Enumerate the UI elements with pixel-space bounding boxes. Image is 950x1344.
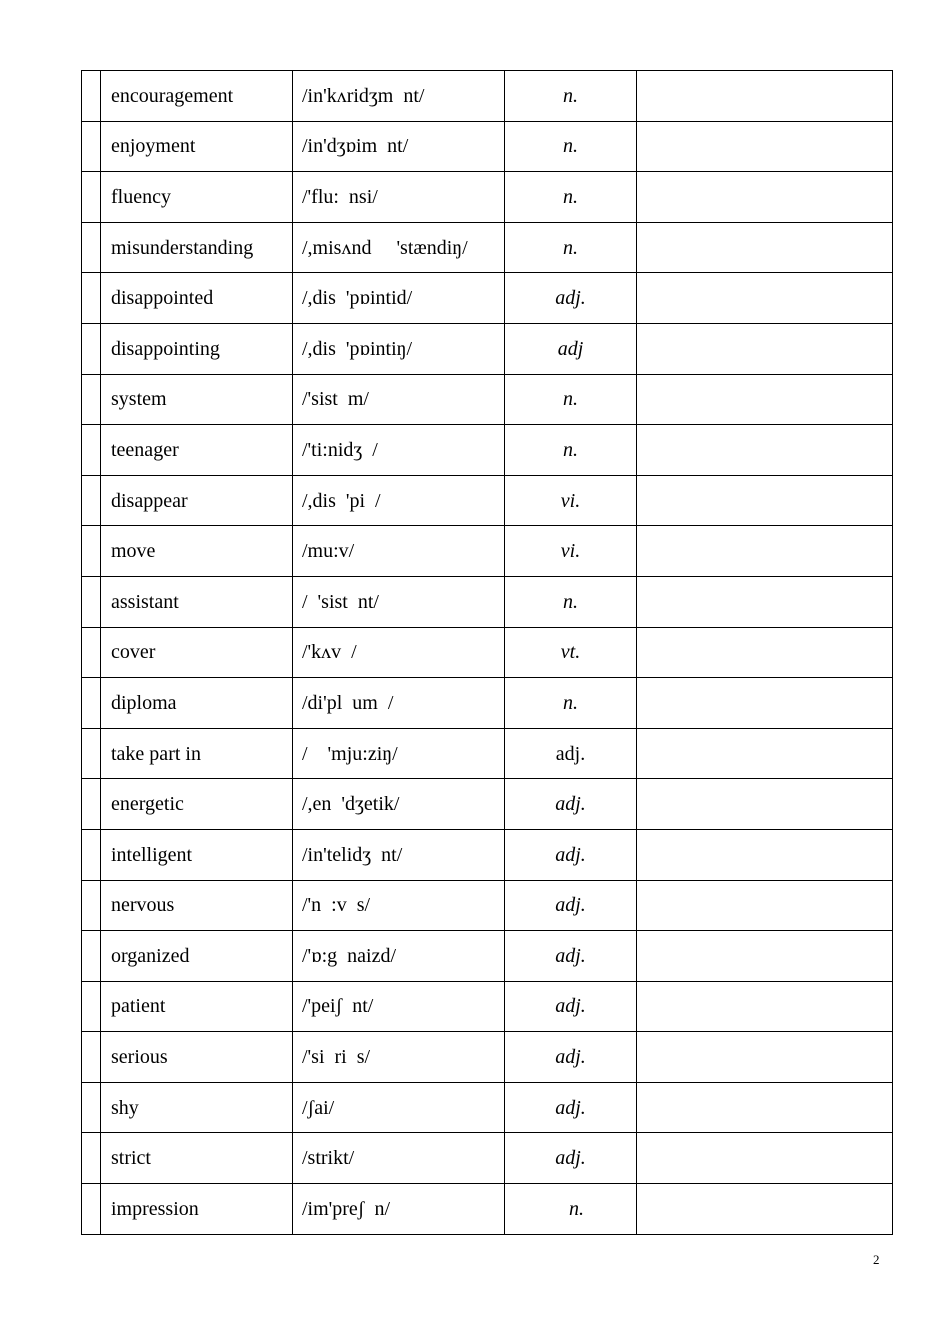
part-of-speech-label: adj. <box>555 287 586 310</box>
phonetic-cell: /,dis 'pɒintid/ <box>293 273 505 324</box>
phonetic-cell: /mu:v/ <box>293 526 505 577</box>
notes-cell <box>637 374 893 425</box>
table-row <box>82 526 893 577</box>
word-cell: disappointing <box>101 323 293 374</box>
part-of-speech-label: n. <box>563 236 578 259</box>
phonetic-cell: /'n :v s/ <box>293 880 505 931</box>
table-row <box>82 779 893 830</box>
notes-cell <box>637 71 893 122</box>
part-of-speech-cell <box>505 71 637 122</box>
part-of-speech-cell <box>505 981 637 1032</box>
word-cell: take part in <box>101 728 293 779</box>
part-of-speech-label: adj. <box>555 793 586 816</box>
part-of-speech-cell <box>505 273 637 324</box>
word-cell: disappointed <box>101 273 293 324</box>
part-of-speech-cell <box>505 121 637 172</box>
word-cell: disappear <box>101 475 293 526</box>
table-row <box>82 1133 893 1184</box>
notes-cell <box>637 678 893 729</box>
table-row <box>82 981 893 1032</box>
table-row <box>82 425 893 476</box>
notes-cell <box>637 172 893 223</box>
part-of-speech-label: adj. <box>555 843 586 866</box>
phonetic-cell: /'ti:nidʒ / <box>293 425 505 476</box>
word-cell: serious <box>101 1032 293 1083</box>
part-of-speech-label: n. <box>563 590 578 613</box>
part-of-speech-cell <box>505 526 637 577</box>
table-row <box>82 1032 893 1083</box>
part-of-speech-cell <box>505 576 637 627</box>
notes-cell <box>637 1082 893 1133</box>
page-number: 2 <box>873 1252 880 1267</box>
part-of-speech-label: n. <box>563 438 578 461</box>
table-row <box>82 222 893 273</box>
phonetic-cell: /'si ri s/ <box>293 1032 505 1083</box>
word-cell: energetic <box>101 779 293 830</box>
part-of-speech-cell <box>505 222 637 273</box>
part-of-speech-cell <box>505 880 637 931</box>
word-cell: move <box>101 526 293 577</box>
part-of-speech-cell <box>505 475 637 526</box>
part-of-speech-cell <box>505 728 637 779</box>
part-of-speech-cell <box>505 1032 637 1083</box>
index-cell <box>82 374 101 425</box>
part-of-speech-label: n. <box>569 1197 584 1220</box>
phonetic-cell: /di'pl um / <box>293 678 505 729</box>
part-of-speech-label: adj. <box>555 995 586 1018</box>
phonetic-cell: /im'preʃ n/ <box>293 1184 505 1235</box>
notes-cell <box>637 931 893 982</box>
index-cell <box>82 981 101 1032</box>
part-of-speech-label: vt. <box>560 641 581 664</box>
word-cell: organized <box>101 931 293 982</box>
notes-cell <box>637 576 893 627</box>
part-of-speech-cell <box>505 678 637 729</box>
part-of-speech-label: n. <box>563 84 578 107</box>
index-cell <box>82 829 101 880</box>
part-of-speech-cell <box>505 425 637 476</box>
notes-cell <box>637 829 893 880</box>
phonetic-cell: /in'dʒɒim nt/ <box>293 121 505 172</box>
word-cell: fluency <box>101 172 293 223</box>
index-cell <box>82 425 101 476</box>
part-of-speech-label: adj. <box>555 1096 586 1119</box>
table-row <box>82 931 893 982</box>
phonetic-cell: /'peiʃ nt/ <box>293 981 505 1032</box>
word-cell: assistant <box>101 576 293 627</box>
notes-cell <box>637 728 893 779</box>
notes-cell <box>637 273 893 324</box>
word-cell: impression <box>101 1184 293 1235</box>
table-row <box>82 678 893 729</box>
phonetic-cell: /,dis 'pi / <box>293 475 505 526</box>
table-row <box>82 475 893 526</box>
phonetic-cell: /ʃai/ <box>293 1082 505 1133</box>
part-of-speech-cell <box>505 323 637 374</box>
part-of-speech-cell <box>505 931 637 982</box>
word-cell: nervous <box>101 880 293 931</box>
index-cell <box>82 880 101 931</box>
notes-cell <box>637 627 893 678</box>
word-cell: misunderstanding <box>101 222 293 273</box>
phonetic-cell: /,en 'dʒetik/ <box>293 779 505 830</box>
part-of-speech-label: adj <box>557 337 584 360</box>
phonetic-cell: /'ɒ:g naizd/ <box>293 931 505 982</box>
part-of-speech-cell <box>505 627 637 678</box>
part-of-speech-cell <box>505 1082 637 1133</box>
part-of-speech-label: vi. <box>560 489 581 512</box>
index-cell <box>82 222 101 273</box>
word-cell: patient <box>101 981 293 1032</box>
index-cell <box>82 323 101 374</box>
table-row <box>82 1184 893 1235</box>
index-cell <box>82 172 101 223</box>
index-cell <box>82 779 101 830</box>
part-of-speech-label: adj. <box>555 944 586 967</box>
word-cell: diploma <box>101 678 293 729</box>
index-cell <box>82 475 101 526</box>
part-of-speech-cell <box>505 779 637 830</box>
part-of-speech-cell <box>505 1184 637 1235</box>
part-of-speech-cell <box>505 374 637 425</box>
notes-cell <box>637 1032 893 1083</box>
index-cell <box>82 931 101 982</box>
word-cell: teenager <box>101 425 293 476</box>
notes-cell <box>637 121 893 172</box>
table-row <box>82 121 893 172</box>
notes-cell <box>637 526 893 577</box>
table-row <box>82 273 893 324</box>
vocabulary-table <box>81 70 893 1235</box>
phonetic-cell: /'flu: nsi/ <box>293 172 505 223</box>
index-cell <box>82 627 101 678</box>
table-row <box>82 627 893 678</box>
table-row <box>82 323 893 374</box>
phonetic-cell: / 'mju:ziŋ/ <box>293 728 505 779</box>
notes-cell <box>637 981 893 1032</box>
phonetic-cell: /strikt/ <box>293 1133 505 1184</box>
table-row <box>82 880 893 931</box>
index-cell <box>82 273 101 324</box>
table-row <box>82 71 893 122</box>
part-of-speech-label: adj. <box>555 894 586 917</box>
index-cell <box>82 71 101 122</box>
notes-cell <box>637 323 893 374</box>
phonetic-cell: /in'telidʒ nt/ <box>293 829 505 880</box>
index-cell <box>82 526 101 577</box>
index-cell <box>82 728 101 779</box>
table-row <box>82 1082 893 1133</box>
table-row <box>82 576 893 627</box>
word-cell: enjoyment <box>101 121 293 172</box>
word-cell: shy <box>101 1082 293 1133</box>
part-of-speech-cell <box>505 829 637 880</box>
index-cell <box>82 576 101 627</box>
part-of-speech-label: adj. <box>555 1046 586 1069</box>
part-of-speech-cell <box>505 1133 637 1184</box>
table-row <box>82 829 893 880</box>
part-of-speech-label: n. <box>563 691 578 714</box>
phonetic-cell: /in'kʌridʒm nt/ <box>293 71 505 122</box>
phonetic-cell: /'kʌv / <box>293 627 505 678</box>
part-of-speech-label: n. <box>563 135 578 158</box>
table-row <box>82 728 893 779</box>
part-of-speech-label: adj. <box>555 742 586 765</box>
notes-cell <box>637 1133 893 1184</box>
part-of-speech-label: vi. <box>560 540 581 563</box>
index-cell <box>82 1082 101 1133</box>
part-of-speech-label: adj. <box>555 1147 586 1170</box>
index-cell <box>82 1133 101 1184</box>
phonetic-cell: /,misʌnd 'stændiŋ/ <box>293 222 505 273</box>
word-cell: system <box>101 374 293 425</box>
notes-cell <box>637 880 893 931</box>
word-cell: intelligent <box>101 829 293 880</box>
index-cell <box>82 678 101 729</box>
phonetic-cell: /'sist m/ <box>293 374 505 425</box>
word-cell: cover <box>101 627 293 678</box>
table-row <box>82 374 893 425</box>
part-of-speech-label: n. <box>563 388 578 411</box>
index-cell <box>82 1032 101 1083</box>
part-of-speech-cell <box>505 172 637 223</box>
notes-cell <box>637 222 893 273</box>
index-cell <box>82 121 101 172</box>
notes-cell <box>637 425 893 476</box>
word-cell: encouragement <box>101 71 293 122</box>
phonetic-cell: / 'sist nt/ <box>293 576 505 627</box>
notes-cell <box>637 475 893 526</box>
phonetic-cell: /,dis 'pɒintiŋ/ <box>293 323 505 374</box>
word-cell: strict <box>101 1133 293 1184</box>
notes-cell <box>637 1184 893 1235</box>
index-cell <box>82 1184 101 1235</box>
notes-cell <box>637 779 893 830</box>
table-row <box>82 172 893 223</box>
part-of-speech-label: n. <box>563 185 578 208</box>
